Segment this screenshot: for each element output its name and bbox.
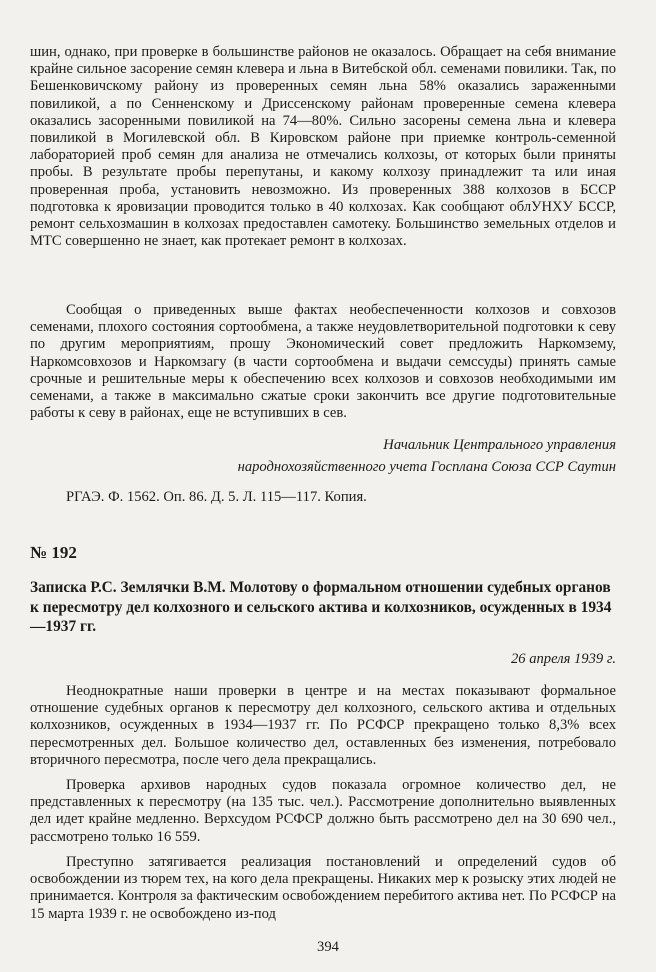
signature-line-1: Начальник Центрального управления bbox=[383, 437, 616, 453]
archive-source: РГАЭ. Ф. 1562. Оп. 86. Д. 5. Л. 115—117. Копия. bbox=[66, 489, 367, 505]
document-title: Записка Р.С. Землячки В.М. Молотову о формальном отношении судебных органов к пересмотру дел колхозного и сельского актива и колхозников, осужденных в 1934—1937 гг. bbox=[30, 579, 612, 636]
document-paragraph-3: Преступно затягивается реализация постановлений и определений судов об освобождении из тюрем тех, на кого дела прекращены. Никаких мер к розыску этих людей не принимается. Контроля за фактическим освобождением перебитого актива нет. По РСФСР на 15 марта 1939 г. не освобождено из-под bbox=[30, 854, 616, 922]
page-number: 394 bbox=[317, 939, 339, 955]
document-paragraph-2: Проверка архивов народных судов показала огромное количество дел, не представленных к пересмотру (на 135 тыс. чел.). Рассмотрение дополнительно выявленных дел идет крайне медленно. Верхсудом РСФСР должно быть рассмотрено дел на 30 690 чел., рассмотрено только 16 559. bbox=[30, 777, 616, 845]
signature-line-2: народнохозяйственного учета Госплана Союза ССР Саутин bbox=[237, 459, 616, 475]
document-number: № 192 bbox=[30, 543, 77, 562]
body-paragraph-1: шин, однако, при проверке в большинстве районов не оказалось. Обращает на себя внимание крайне сильное засорение семян клевера и льна в Витебской обл. семенами повилики. Так, по Бешенковичскому району из проверенных семян льна 58% оказались зараженными повиликой, а по Сенненскому и Дриссенскому районам проверенные семена клевера оказались засоренными повиликой на 74—80%. Сильно засорены семена льна и клевера повиликой в Могилевской обл. В Кировском районе при приемке контроль-семенной лабораторией проб семян для анализа не отмечались колхозы, от которых были приняты пробы. В результате пробы перепутаны, и какому колхозу принадлежит та или иная проверенная проба, установить невозможно. Из проверенных 388 колхозов в БССР подготовка к яровизации проводится только в 40 колхозах. Как сообщают облУНХУ БССР, ремонт сельхозмашин в колхозах предоставлен самотеку. Большинство земельных отделов и МТС совершенно не знает, как протекает ремонт в колхозах. bbox=[30, 44, 616, 250]
document-paragraph-1: Неоднократные наши проверки в центре и на местах показывают формальное отношение судебных органов к пересмотру дел колхозного, сельского актива и отдельных колхозников, осужденных в 1934—1937 гг. По РСФСР прекращено только 8,3% всех пересмотренных дел. Большое количество дел, оставленных без изменения, потребовало вторичного пересмотра, после чего дела прекращались. bbox=[30, 683, 616, 768]
body-paragraph-2: Сообщая о приведенных выше фактах необеспеченности колхозов и совхозов семенами, плохого состояния сортообмена, а также неудовлетворительной подготовки к севу по другим мероприятиям, прошу Экономический совет предложить Наркомзему, Наркомсовхозов и Наркомзагу (в части сортообмена и выдачи семссуды) принять самые срочные и решительные меры к обеспечению всех колхозов и совхозов необходимыми им семенами, а также в максимально сжатые сроки закончить все другие подготовительные работы к севу в районах, еще не вступивших в сев. bbox=[30, 302, 616, 422]
document-date: 26 апреля 1939 г. bbox=[510, 651, 616, 667]
